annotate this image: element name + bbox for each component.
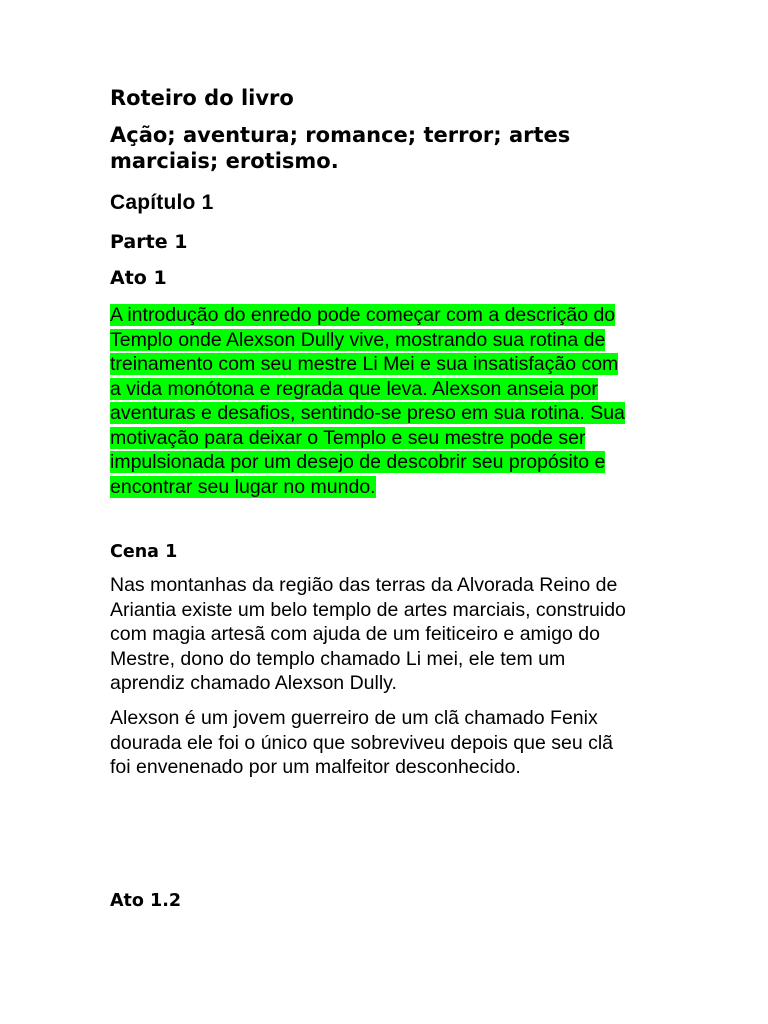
highlighted-line: a vida monótona e regrada que leva. Alexson anseia por [110, 377, 598, 400]
document-title: Roteiro do livro [110, 86, 294, 110]
highlighted-line: encontrar seu lugar no mundo. [110, 475, 376, 498]
highlighted-line: A introdução do enredo pode começar com a descrição do [110, 304, 616, 326]
highlighted-line: motivação para deixar o Templo e seu mestre pode ser [110, 426, 586, 449]
scene-paragraph-1 [110, 573, 626, 696]
highlighted-line: aventuras e desafios, sentindo-se preso em sua rotina. Sua [110, 402, 625, 424]
scene-heading: Cena 1 [110, 542, 178, 562]
genres-heading [110, 122, 570, 174]
chapter-heading: Capítulo 1 [110, 191, 214, 214]
genres-line: Ação; aventura; romance; terror; artes [110, 123, 571, 147]
act-heading: Ato 1 [110, 267, 167, 289]
part-heading: Parte 1 [110, 231, 188, 253]
genres-line: marciais; erotismo. [110, 149, 339, 173]
highlighted-line: impulsionada por um desejo de descobrir seu propósito e [110, 451, 606, 473]
scene-paragraph-2 [110, 706, 613, 780]
paragraph-line: aprendiz chamado Alexson Dully. [110, 672, 397, 694]
paragraph-line: foi envenenado por um malfeitor desconhecido. [110, 756, 521, 778]
paragraph-line: com magia artesã com ajuda de um feiticeiro e amigo do [110, 623, 600, 645]
paragraph-line: Mestre, dono do templo chamado Li mei, ele tem um [110, 647, 566, 670]
paragraph-line: Nas montanhas da região das terras da Alvorada Reino de [110, 574, 618, 596]
paragraph-line: Alexson é um jovem guerreiro de um clã chamado Fenix [110, 707, 598, 729]
next-act-heading: Ato 1.2 [110, 891, 182, 911]
paragraph-line: Ariantia existe um belo templo de artes marciais, construido [110, 598, 626, 621]
highlighted-line: treinamento com seu mestre Li Mei e sua insatisfação com [110, 353, 619, 375]
intro-paragraph [110, 303, 625, 499]
paragraph-line: dourada ele foi o único que sobreviveu depois que seu clã [110, 731, 614, 754]
highlighted-line: Templo onde Alexson Dully vive, mostrando sua rotina de [110, 328, 606, 351]
